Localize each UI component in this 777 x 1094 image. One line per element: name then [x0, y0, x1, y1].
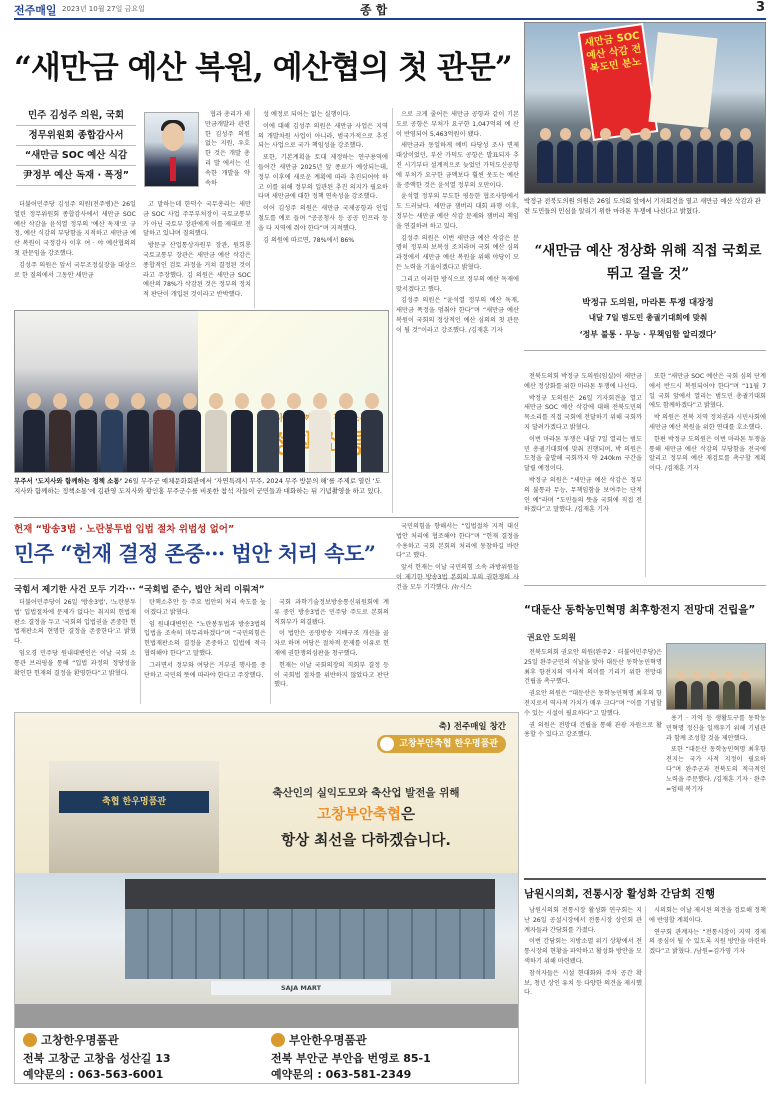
- paragraph: 전북도의회 권요안 의원(완주2 · 더불어민주당)은 25일 완주군민의 식날을 맞아 대둔산 동학농민혁명 최후 항전지의 역사적 의미를 기리기 위한 전망대 건립을 촉구했다.: [524, 649, 662, 686]
- ad-brand-badge: 고창부안축협 한우명품관: [377, 735, 506, 753]
- article-column: [144, 598, 266, 706]
- store-logo-icon: [23, 1033, 37, 1047]
- section-rule: [524, 350, 766, 351]
- paragraph: 으로 크게 줄어든 새만금 공항과 같이 기본도로 공항은 부처가 요구한 1,047억의 예 산이 반영되어 5,463억원이 됐다.: [396, 111, 519, 138]
- r2-subhead: 권요안 도의원: [527, 633, 577, 642]
- paragraph: 이번 마라톤 투쟁은 내달 7일 열리는 범도민 총궐기대회에 맞춰 진행되며, 박 의원은 도청을 출발해 국회까지 약 240km 구간을 달릴 예정이다.: [524, 435, 642, 473]
- paragraph: 임오경 민주당 원내대변인은 이날 국회 소통관 브리핑을 통해 “입법 과정의 정당성을 확인한 헌재의 결정을 환영한다”고 밝혔다.: [14, 649, 136, 677]
- paragraph: 국민의힘을 향해서는 “입법절차 지적 대신 법안 처리에 협조해야 한다”며 “헌재 결정을 수용하고 국회 본회의 처리에 동참하길 바란다”고 했다.: [396, 523, 519, 560]
- paragraph: 김성주 의원은 이번 새만금 예산 삭감은 분명히 정부의 보복성 조치라며 국회 예산 심의 과정에서 새만금 예산 복원을 위해 야당이 모든 노력을 기울이겠다고 밝혔다.: [396, 234, 519, 271]
- right-headline[interactable]: “새만금 예산 정상화 위해 직접 국회로 뛰고 걸을 것”: [534, 243, 762, 282]
- paragraph: 권요안 의원은 “대둔산은 동학농민혁명 최후의 항전지로서 역사적 가치가 매우 크다”며 “이를 기념할 수 있는 시설이 필요하다”고 말했다.: [524, 690, 662, 717]
- ad-contact-gochang[interactable]: 고창한우명품관 전북 고창군 고창읍 성산길 13 예약문의 : 063-563-6001: [23, 1032, 268, 1082]
- section-title: 종 합: [360, 3, 388, 17]
- store-address: 전북 부안군 부안읍 번영로 85-1: [271, 1052, 431, 1065]
- paragraph: 그러면서 정부와 여당은 거부권 행사를 중단하고 국민의 뜻에 따라야 한다고 주장했다.: [144, 661, 266, 679]
- paragraph: 또한 “대둔산 동학농민혁명 최후항전지는 국가 사적 지정이 필요하다”며 완주군과 전북도의 적극적인 노력을 주문했다. /김재훈 기자 · 완주=엄태 복기자: [666, 746, 766, 793]
- caption-title: 무주서 ‘도지사와 함께하는 정책 소통’: [14, 477, 123, 485]
- paragraph: 국회 과학기술정보방송통신위원회에 계류 중인 방송3법은 민주당 주도로 본회의 직회부가 의결됐다.: [274, 599, 389, 626]
- paragraph: 김성주 의원은 “윤석열 정부의 예산 독재, 새만금 폭정을 멈춰야 한다”며 “새만금 예산 복원이 국회의 정상적인 예산 심의의 첫 관문이 될 것”이라고 강조했다. /김재훈 기자: [396, 297, 519, 334]
- right-subhead: 내달 7일 범도민 총궐기대회에 맞춰: [588, 313, 708, 322]
- ad-slogan-line: 축산인의 실익도모와 축산업 발전을 위해: [272, 787, 460, 799]
- paragraph: 고 말하는데 한덕수 국무총리는 새만금 SOC 사업 주무부처장이 국토교통부가 아닌 국토부 장관에게 이를 제대로 전달하고 있냐며 질의했다.: [143, 201, 251, 238]
- nw-headline[interactable]: 남원시의회, 전통시장 활성화 간담회 진행: [524, 888, 716, 900]
- paragraph: 김 의원에 따르면, 78%에서 86%: [263, 236, 355, 244]
- ad-sponsor: 축) 전주매일 창간: [438, 722, 506, 732]
- protest-photo: [524, 22, 766, 194]
- paragraph: 참석자들은 시설 현대화와 주차 공간 확보, 청년 상인 유치 등 다양한 의견을 제시했다.: [524, 969, 642, 997]
- ad-top: [15, 713, 519, 873]
- caption-text: 26일 무주군 예체문화회관에서 ‘자연특례시 무주, 2024 무주 방문의 해’를 주제로 열린 ‘도지사와 함께하는 정책소통’에 김관영 도지사와 황인홍 무주군수를 비롯한 참석 자들이 군민들과 대화하는 뒤 기념촬영을 하고 있다.: [14, 477, 382, 495]
- page-number: 3: [756, 0, 766, 15]
- paragraph: 이어 김성주 의원은 새만금 국제공항과 인입 철도를 예로 들며 “공공청사 등 공공 인프라 등을 다 지역에 줘야 한다”며 지적했다.: [258, 205, 388, 232]
- subhead-line: 민주 김성주 의원, 국회: [16, 106, 136, 126]
- building-sign: 축협 한우명품관: [59, 791, 209, 813]
- issue-date: 2023년 10월 27일 금요일: [62, 5, 145, 13]
- hj-kicker: 헌재 “방송3법 · 노란봉투법 입법 절차 위법성 없어”: [14, 524, 235, 535]
- paragraph: 더불어민주당 김성주 의원(전주병)은 26일 열린 정무위원회 종합감사에서 새만금 SOC 예산 삭감을 윤석열 정부의 '예산 독재'로 규정, 예산 식감의 부당함을 지적하고 새만금 예산 복원이 국정감사 이후 여 · 야 예산협의의 첫 관문임을 강조했다.: [14, 201, 136, 257]
- hj-subhead: 국힘서 제기한 사건 모두 기각··· “국회법 준수, 법안 처리 이뤄져”: [14, 578, 519, 595]
- article-column: [396, 522, 519, 706]
- paragraph: 헌재는 이날 국회의장의 직회부 결정 등이 국회법 절차를 위반하지 않았다고 판단했다.: [274, 661, 389, 689]
- ad-contacts: [15, 1028, 519, 1084]
- paragraph: 또한, 기본계획을 토대 제정하는 연구용역에 들어간 새만금 2025년 앞 종료가 예상되는데, 정부 이후에 새로운 계획에 따라 추진되어야 하고 이를 위해 정부의 일관된 추진 의지가 필요하다며 새만금에 대한 정책 연속성을 강조했다.: [258, 154, 388, 201]
- paragraph: 연구회 관계자는 “전통시장이 지역 경제의 중심이 될 수 있도록 지원 방안을 마련하겠다”고 밝혔다. /남원=김가영 기자: [649, 928, 766, 956]
- paragraph: 그리고 이러한 방식으로 정부의 예산 독재에 맞서겠다고 했다.: [396, 275, 519, 293]
- photo-caption: [14, 476, 386, 496]
- article-column: [274, 598, 389, 706]
- article-column: [14, 200, 136, 308]
- article-column: [258, 110, 388, 308]
- article-column: [524, 648, 662, 873]
- right-subhead: 박정규 도의원, 마라톤 투쟁 대장정: [582, 298, 714, 308]
- protest-sign: 새만금 SOC 예산 삭감 전북도민 분노: [578, 23, 659, 141]
- paragraph: 시의회는 이날 제시된 의견을 검토해 정책에 반영할 계획이다.: [649, 907, 766, 924]
- paragraph: 박정규 도의원은 26일 기자회견을 열고 새만금 SOC 예산 삭감에 대해 전북도민의 목소리를 직접 국회에 전달하기 위해 국회까지 달려가겠다고 밝혔다.: [524, 394, 642, 431]
- paper-name: 전주매일: [14, 4, 57, 17]
- ad-store-photo: [15, 873, 519, 1028]
- ad-slogan-line: 고창부안축협은: [316, 807, 416, 823]
- brand-logo-icon: [380, 737, 394, 751]
- protest-sign: [648, 32, 717, 128]
- article-column: [649, 906, 766, 1084]
- subhead-line: “새만금 SOC 예산 식감: [16, 146, 136, 166]
- paragraph: 새만금과 동일하게 예비 타당성 조사 면제 대상이었던, 부산 가덕도 공항은 발표되자 추진 시기부터 설계적으로 늦었던 가덕도신공항에 부처가 요구한 금액보다 훨씬 웃도는 예산을 증액한 것은 윤석열 정부의 오만이다.: [396, 142, 519, 189]
- paragraph: 이에 대해 김성주 의원은 새만금 사업은 지역의 개발차원 사업이 아니라, 범국가적으로 추진되는 사업으로 국가 책임성을 강조했다.: [258, 122, 388, 150]
- paragraph: 탄핵소추안 등 주요 법안의 처리 속도를 높이겠다고 밝혔다.: [144, 599, 266, 616]
- ad-contact-buan[interactable]: 부안한우명품관 전북 부안군 부안읍 번영로 85-1 예약문의 : 063-581-2349: [271, 1032, 516, 1082]
- store-logo-icon: [271, 1033, 285, 1047]
- header-rule: [14, 18, 766, 20]
- paragraph: 또한 “새만금 SOC 예산은 국회 심의 단계에서 반드시 복원되어야 한다”며 “11월 7일 국회 앞에서 열리는 범도민 총궐기대회에도 함께하겠다”고 밝혔다.: [649, 373, 766, 410]
- section-rule: [14, 517, 519, 518]
- main-headline[interactable]: “새만금 예산 복원, 예산협의 첫 관문”: [14, 50, 512, 86]
- hj-headline[interactable]: 민주 “헌재 결정 존중··· 법안 처리 속도”: [14, 541, 376, 566]
- paragraph: 방문규 산업통상자원부 장관, 원희룡 국토교통부 장관은 새만금 예산 삭감은 종합적인 검토 과정을 거쳐 결정된 것이라고 주장했다. 김 의원은 새만금 SOC 예산의 78%가 삭감된 것은 정부의 정치적 판단이 개입된 것이라고 반박했다.: [143, 242, 251, 299]
- portrait-photo: [144, 112, 199, 187]
- memorial-photo: [666, 643, 766, 710]
- paragraph: 이 법안은 공영방송 지배구조 개선을 골자로 하며 여당은 절차적 문제를 이유로 헌재에 권한쟁의심판을 청구했다.: [274, 630, 389, 657]
- paragraph: 이번 간담회는 지방소멸 위기 상황에서 전통시장의 현황을 파악하고 활성화 방안을 모색하기 위해 마련됐다.: [524, 938, 642, 965]
- paragraph: 성 예정로 되어는 없는 실행이다.: [263, 111, 351, 118]
- r2-headline[interactable]: “대둔산 동학농민혁명 최후항전지 전망대 건립을”: [524, 604, 756, 616]
- advertisement[interactable]: [14, 712, 519, 1084]
- paragraph: 박 의원은 전북 지역 정치권과 시민사회에 새만금 예산 복원을 위한 연대를 호소했다.: [649, 414, 766, 431]
- paragraph: 더불어민주당이 26일 '방송3법', '노란봉투법' 입법절차에 문제가 없다는 취지의 헌법재판소 결정을 두고 '국회의 입법권을 존중한 헌법재판소의 현명한 결정을 존중한다'고 밝혔다.: [14, 599, 136, 646]
- store-address: 전북 고창군 고창읍 성산길 13: [23, 1052, 171, 1065]
- paragraph: 임 원내대변인은 “노란봉투법과 방송3법의 입법을 조속히 마무리하겠다”며 “국민의힘은 헌법재판소의 결정을 존중하고 입법에 적극 협력해야 한다”고 말했다.: [144, 620, 266, 657]
- ad-building-photo: [49, 761, 219, 873]
- article-column: [649, 372, 766, 577]
- paragraph: 전북도의회 박정규 도의원(임실)이 새만금 예산 정상화를 위한 마라톤 투쟁에 나선다.: [524, 373, 642, 390]
- store-phone[interactable]: 예약문의 : 063-581-2349: [271, 1068, 412, 1081]
- ad-slogan-line: 항상 최선을 다하겠습니다.: [281, 833, 451, 849]
- store-tag: SAJA MART: [211, 981, 391, 995]
- article-column: [396, 110, 519, 512]
- paragraph: 김성주 의원은 앞서 국무조정실장을 대상으로 한 질의에서 그동안 새만금: [14, 261, 136, 279]
- paragraph: 박정규 의원은 “새만금 예산 삭감은 정부의 불통과 무능, 무책임함을 보여주는 단적인 예”라며 “도민들의 뜻을 국회에 직접 전하겠다”고 말했다. /김재훈 기자: [524, 476, 642, 514]
- paragraph: 용기 · 기억 등 생활도구를 동학농민혁명 정신을 일깨우기 위해 기념관과 함께 조성할 것을 제안했다.: [666, 715, 766, 742]
- paragraph: 권 의원은 전망대 건립을 통해 관광 자원으로 활용할 수 있다고 강조했다.: [524, 721, 662, 739]
- group-photo: [14, 310, 389, 473]
- paragraph: 남원시의회 전통시장 활성화 연구회는 지난 26일 공설시장에서 전통시장 상인회 관계자들과 간담회를 가졌다.: [524, 907, 642, 934]
- paragraph: 윤석열 정부의 무도한 평등한 협조사항에서도 드러났다. 새만금 잼버리 대회 파행 이후, 정부는 새만금 예산 삭감 문제와 잼버리 책임을 연결하려 하고 있다.: [396, 193, 519, 230]
- article-column: [524, 372, 642, 577]
- paragraph: 앞서 헌재는 이날 국민의힘 소속 과방위원들이 제기한 방송3법 본회의 부의 권한쟁의 사건을 모두 기각했다. /뉴시스: [396, 564, 519, 591]
- section-rule: [524, 585, 766, 586]
- section-rule: [524, 878, 766, 880]
- subhead-line: 尹정부 예산 독재 · 폭정”: [16, 166, 136, 186]
- paragraph: 협과 총리가 새만금개발과 관련한 김성주 의원 없는 지원, 우호한 것은 개발 총리 발 에서는 신속한 개발을 약속하: [205, 111, 250, 187]
- people-row: [15, 377, 389, 472]
- right-subhead: ‘정부 불통 · 무능 · 무책임함 알리겠다’: [579, 330, 717, 339]
- article-column: [205, 110, 250, 200]
- article-column: [143, 200, 251, 308]
- article-column: [14, 598, 136, 706]
- subhead-line: 정무위원회 종합감사서: [16, 126, 136, 146]
- main-subhead: [16, 106, 136, 186]
- article-column: [524, 906, 642, 1084]
- people-row: [533, 123, 763, 183]
- article-column: [666, 714, 766, 874]
- store-phone[interactable]: 예약문의 : 063-563-6001: [23, 1068, 164, 1081]
- photo-caption: 박정규 전북도의원 의원은 26일 도의회 앞에서 기자회견을 열고 새만금 예산 삭감과 관련 도민들의 민심을 알리기 위한 마라톤 투쟁에 나선다고 밝혔다.: [524, 198, 761, 215]
- paragraph: 한편 박정규 도의원은 이번 마라톤 투쟁을 통해 새만금 예산 삭감의 부당함을 전국에 알리고 정부의 예산 재검토를 촉구할 계획이다. /김재훈 기자: [649, 435, 766, 473]
